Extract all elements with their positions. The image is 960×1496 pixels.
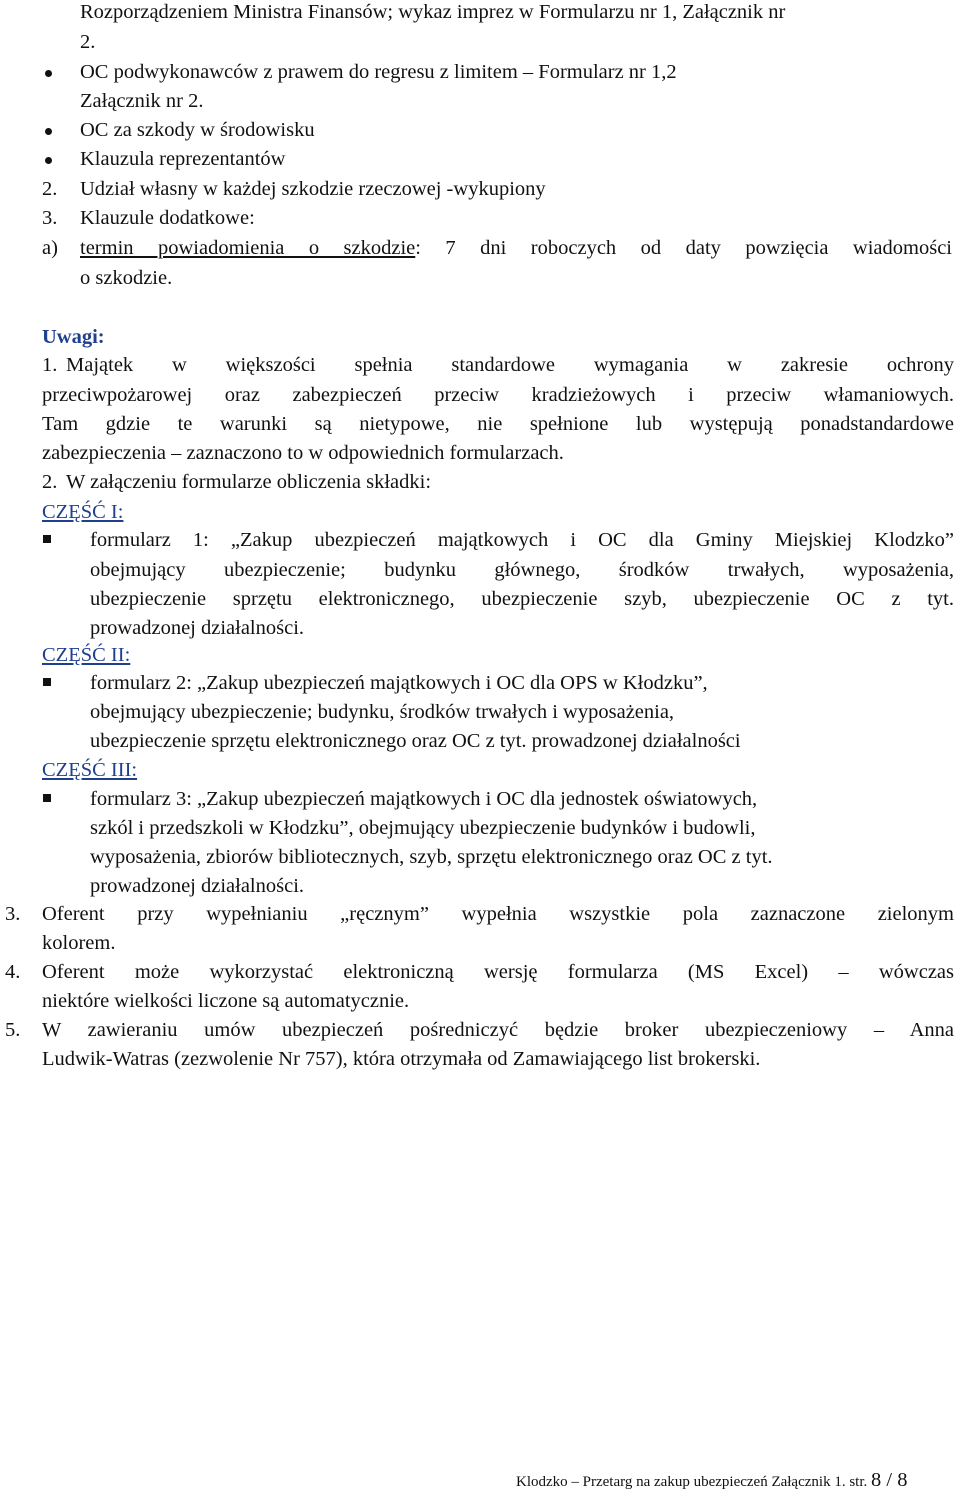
- paragraph-line: Oferent może wykorzystać elektroniczną wersję formularza (MS Excel) – wówczas: [42, 961, 954, 983]
- clause-line: [80, 233, 952, 263]
- paragraph-line: W zawieraniu umów ubezpieczeń pośredniczyć będzie broker ubezpieczeniowy – Anna: [42, 1019, 954, 1041]
- paragraph-line: Ludwik-Watras (zezwolenie Nr 757), która otrzymała od Zamawiającego list brokerski.: [42, 1048, 761, 1070]
- paragraph-line: przeciwpożarowej oraz zabezpieczeń przeciw kradzieżowych i przeciw włamaniowych.: [42, 384, 954, 406]
- part-heading: CZĘŚĆ III:: [42, 759, 138, 781]
- paragraph-line: zabezpieczenia – zaznaczono to w odpowiednich formularzach.: [42, 442, 564, 464]
- paragraph-line: Oferent przy wypełnianiu „ręcznym” wypełnia wszystkie pola zaznaczone zielonym: [42, 903, 954, 925]
- part-heading: CZĘŚĆ II:: [42, 644, 131, 666]
- bullet-item-text: Klauzula reprezentantów: [80, 148, 286, 170]
- bullet-icon: [45, 70, 52, 77]
- list-number: 1.: [42, 354, 58, 376]
- text-line: 2.: [80, 31, 96, 53]
- form-line: prowadzonej działalności.: [90, 875, 305, 897]
- list-number: 2.: [42, 471, 58, 493]
- list-number: 2.: [42, 178, 58, 200]
- form-line: obejmujący ubezpieczenie; budynku, środków trwałych i wyposażenia,: [90, 701, 675, 723]
- form-line: ubezpieczenie sprzętu elektronicznego, ubezpieczenie szyb, ubezpieczenie OC z tyt.: [90, 588, 954, 610]
- list-item-text: Udział własny w każdej szkodzie rzeczowej -wykupiony: [80, 178, 546, 200]
- list-item-text: Klauzule dodatkowe:: [80, 207, 255, 229]
- form-line: formularz 1: „Zakup ubezpieczeń majątkowych i OC dla Gminy Miejskiej Klodzko”: [90, 529, 954, 551]
- paragraph-line: Tam gdzie te warunki są nietypowe, nie spełnione lub występują ponadstandardowe: [42, 413, 954, 435]
- form-line: wyposażenia, zbiorów bibliotecznych, szyb, sprzętu elektronicznego oraz OC z tyt.: [90, 846, 773, 868]
- bullet-item-text: Załącznik nr 2.: [80, 90, 204, 112]
- bullet-icon: [45, 128, 52, 135]
- paragraph-line: kolorem.: [42, 932, 116, 954]
- form-line: szkól i przedszkoli w Kłodzku”, obejmujący ubezpieczenie budynków i budowli,: [90, 817, 756, 839]
- form-line: prowadzonej działalności.: [90, 617, 305, 639]
- page-footer: [516, 1470, 907, 1492]
- list-letter: a): [42, 237, 58, 259]
- text-line: Rozporządzeniem Ministra Finansów; wykaz imprez w Formularzu nr 1, Załącznik nr: [80, 1, 786, 23]
- form-line: formularz 2: „Zakup ubezpieczeń majątkowych i OC dla OPS w Kłodzku”,: [90, 672, 708, 694]
- list-number: 3.: [42, 207, 58, 229]
- paragraph-line: Majątek w większości spełnia standardowe wymagania w zakresie ochrony: [66, 354, 954, 376]
- form-line: formularz 3: „Zakup ubezpieczeń majątkowych i OC dla jednostek oświatowych,: [90, 788, 758, 810]
- page-number: 8 / 8: [871, 1469, 908, 1491]
- list-number: 3.: [5, 903, 21, 925]
- bullet-item-text: OC podwykonawców z prawem do regresu z limitem – Formularz nr 1,2: [80, 61, 677, 83]
- part-heading: CZĘŚĆ I:: [42, 501, 124, 523]
- clause-link-text: termin powiadomienia o szkodzie: [80, 237, 416, 259]
- list-item-text: W załączeniu formularze obliczenia składki:: [66, 471, 432, 493]
- text-line: o szkodzie.: [80, 267, 173, 289]
- bullet-icon: [45, 157, 52, 164]
- square-bullet-icon: [43, 678, 51, 686]
- form-line: obejmujący ubezpieczenie; budynku głównego, środków trwałych, wyposażenia,: [90, 559, 954, 581]
- paragraph-line: niektóre wielkości liczone są automatycznie.: [42, 990, 410, 1012]
- list-number: 4.: [5, 961, 21, 983]
- square-bullet-icon: [43, 535, 51, 543]
- footer-text: Klodzko – Przetarg na zakup ubezpieczeń Załącznik 1. str.: [516, 1474, 868, 1490]
- square-bullet-icon: [43, 794, 51, 802]
- notes-heading: Uwagi:: [42, 326, 105, 348]
- clause-rest-text: : 7 dni roboczych od daty powzięcia wiadomości: [415, 237, 952, 259]
- bullet-item-text: OC za szkody w środowisku: [80, 119, 315, 141]
- form-line: ubezpieczenie sprzętu elektronicznego oraz OC z tyt. prowadzonej działalności: [90, 730, 741, 752]
- list-number: 5.: [5, 1019, 21, 1041]
